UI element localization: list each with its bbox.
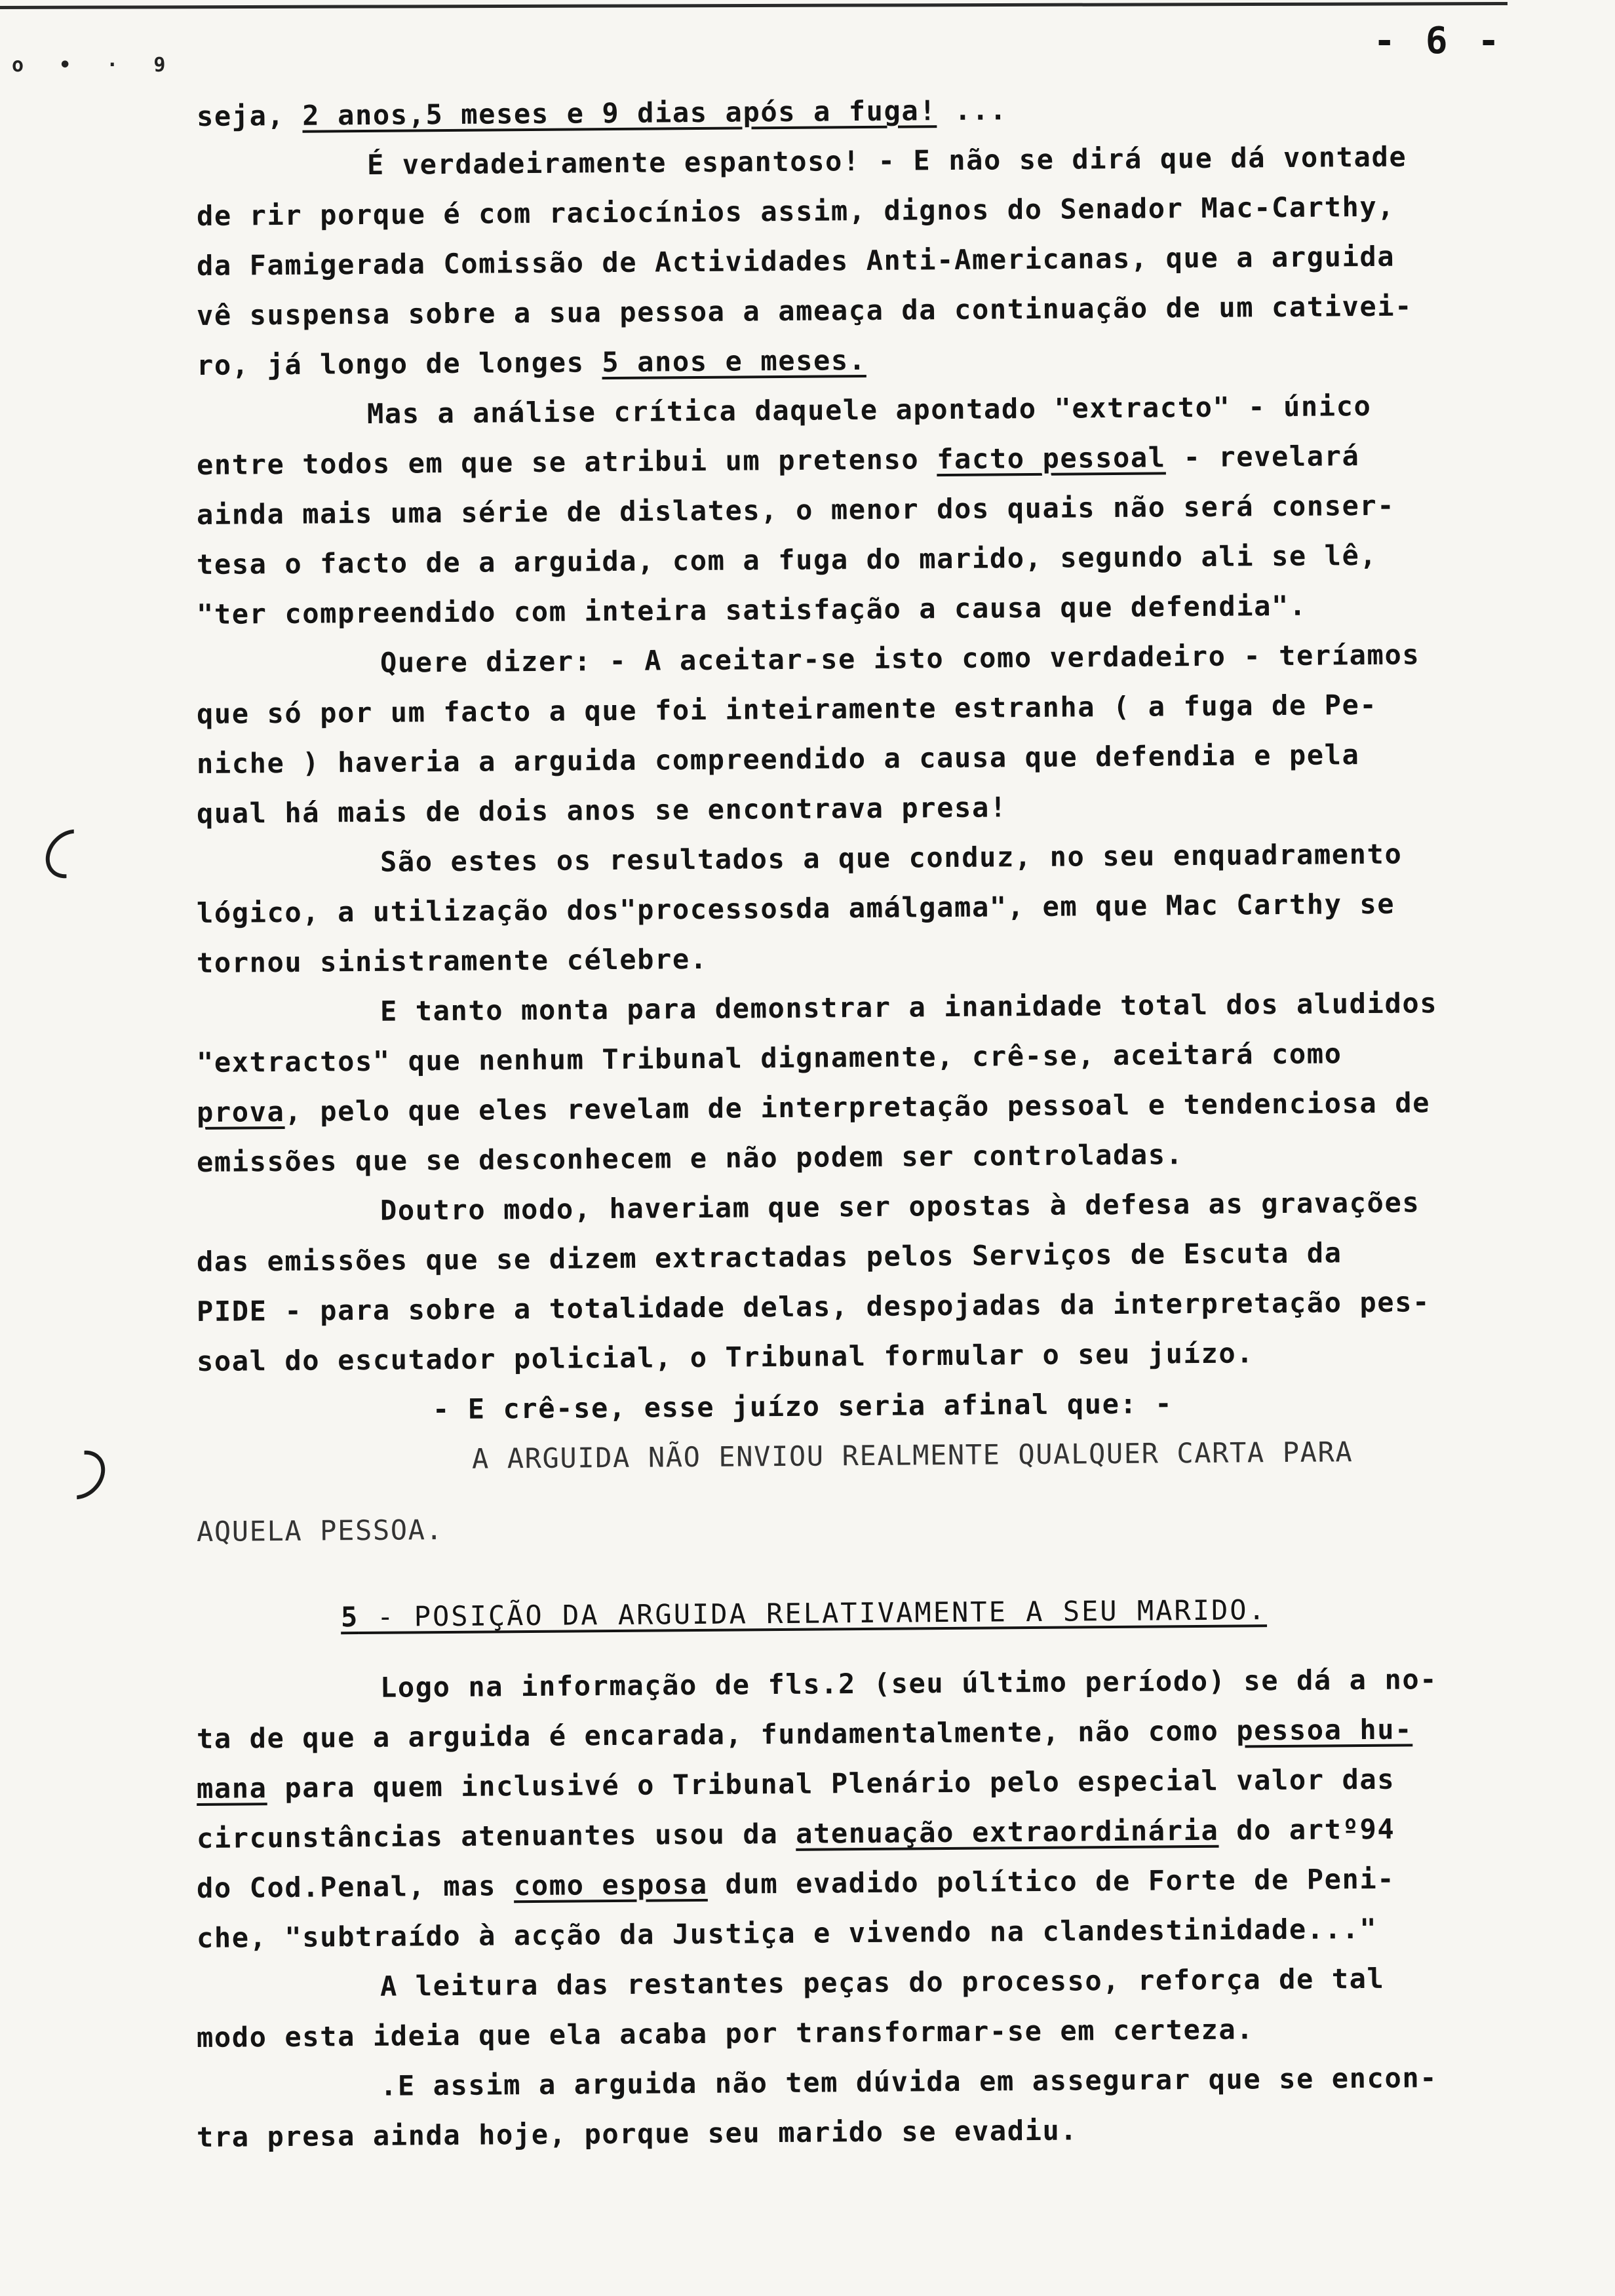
text-run: ro, já longo de longes: [196, 346, 602, 381]
text-run: vê suspensa sobre a sua pessoa a ameaça da continuação de um cativei-: [196, 290, 1413, 332]
text-run: - E crê-se, esse juízo seria afinal que: -: [432, 1387, 1173, 1426]
text-line: [197, 1496, 1606, 1557]
text-run: que só por um facto a que foi inteiramente estranha ( a fuga de Pe-: [196, 688, 1378, 730]
punch-hole-mark: [47, 1441, 115, 1510]
underlined-text: pessoa hu-: [1236, 1713, 1413, 1747]
text-run: E tanto monta para demonstrar a inanidade total dos aludidos: [379, 987, 1438, 1027]
underlined-text: 5 anos e meses.: [602, 343, 866, 379]
text-run: "extractos" que nenhum Tribunal dignamente, crê-se, aceitará como: [196, 1037, 1342, 1079]
text-run: soal do escutador policial, o Tribunal formular o seu juízo.: [196, 1337, 1255, 1377]
text-run: qual há mais de dois anos se encontrava presa!: [196, 791, 1007, 830]
text-run: A leitura das restantes peças do processo, reforça de tal: [379, 1962, 1385, 2002]
text-run: modo esta ideia que ela acaba por transformar-se em certeza.: [196, 2013, 1255, 2054]
underlined-text: como esposa: [513, 1867, 708, 1902]
underlined-text: mana: [196, 1772, 267, 1805]
typewritten-body: [197, 92, 1606, 2162]
text-run: tornou sinistramente célebre.: [196, 942, 708, 979]
text-run: para quem inclusivé o Tribunal Plenário pelo especial valor das: [267, 1763, 1395, 1805]
text-run: - revelará: [1165, 440, 1360, 474]
text-run: tesa o facto de a arguida, com a fuga do marido, segundo ali se lê,: [196, 539, 1378, 581]
text-run: Mas a análise crítica daquele apontado "extracto" - único: [366, 389, 1372, 430]
text-run: da Famigerada Comissão de Actividades Anti-Americanas, que a arguida: [196, 240, 1395, 282]
text-run: Doutro modo, haveriam que ser opostas à defesa as gravações: [379, 1186, 1420, 1227]
text-run: seja,: [196, 99, 303, 132]
underlined-text: 2 anos,5 meses e 9 dias após a fuga!: [302, 94, 937, 132]
text-run: Logo na informação de fls.2 (seu último período) se dá a no-: [379, 1663, 1438, 1704]
text-run: tra presa ainda hoje, porque seu marido se evadiu.: [196, 2114, 1078, 2153]
text-run: emissões que se desconhecem e não podem ser controladas.: [196, 1138, 1184, 1178]
punch-hole-mark: [36, 820, 105, 889]
text-run: São estes os resultados a que conduz, no seu enquadramento: [379, 837, 1403, 878]
text-run: PIDE - para sobre a totalidade delas, despojadas da interpretação pes-: [196, 1286, 1431, 1328]
text-run: circunstâncias atenuantes usou da: [196, 1817, 796, 1854]
text-run: che, "subtraído à acção da Justiça e vivendo na clandestinidade...": [196, 1912, 1378, 1954]
underlined-text: prova: [196, 1095, 285, 1128]
corner-marks: o • · 9: [12, 54, 178, 77]
underlined-text: 5: [340, 1601, 359, 1634]
text-run: "ter compreendido com inteira satisfação a causa que defendia".: [196, 589, 1307, 630]
text-run: AQUELA PESSOA.: [196, 1514, 444, 1548]
text-line: [197, 1425, 1606, 1486]
text-run: ta de que a arguida é encarada, fundamentalmente, não como: [196, 1714, 1237, 1755]
text-run: Quere dizer: - A aceitar-se isto como verdadeiro - teríamos: [379, 638, 1420, 679]
text-run: de rir porque é com raciocínios assim, dignos do Senador Mac-Carthy,: [196, 190, 1395, 232]
text-run: É verdadeiramente espantoso! - E não se dirá que dá vontade: [366, 140, 1407, 181]
text-run: ...: [937, 94, 1007, 127]
text-run: das emissões que se dizem extractadas pelos Serviços de Escuta da: [196, 1236, 1342, 1278]
text-run: do artº94: [1218, 1812, 1395, 1846]
text-run: entre todos em que se atribui um pretenso: [196, 443, 937, 481]
text-run: niche ) haveria a arguida compreendido a causa que defendia e pela: [196, 738, 1360, 780]
text-run: do Cod.Penal, mas: [196, 1869, 515, 1904]
text-line: [197, 2101, 1606, 2162]
underlined-text: - POSIÇÃO DA ARGUIDA RELATIVAMENTE A SEU MARIDO.: [358, 1594, 1268, 1634]
underlined-text: atenuação extraordinária: [795, 1814, 1219, 1850]
text-run: .E assim a arguida não tem dúvida em assegurar que se encon-: [379, 2061, 1438, 2102]
text-line: [197, 1582, 1606, 1643]
text-run: dum evadido político de Forte de Peni-: [707, 1862, 1395, 1900]
text-run: A ARGUIDA NÃO ENVIOU REALMENTE QUALQUER CARTA PARA: [471, 1436, 1353, 1475]
top-edge-line: [0, 2, 1508, 9]
underlined-text: facto pessoal: [936, 441, 1166, 476]
text-run: lógico, a utilização dos"processosda amálgama", em que Mac Carthy se: [196, 887, 1395, 929]
page-number: - 6 -: [1373, 20, 1504, 62]
text-run: , pelo que eles revelam de interpretação pessoal e tendenciosa de: [284, 1086, 1431, 1128]
text-run: ainda mais uma série de dislates, o menor dos quais não será conser-: [196, 489, 1395, 531]
